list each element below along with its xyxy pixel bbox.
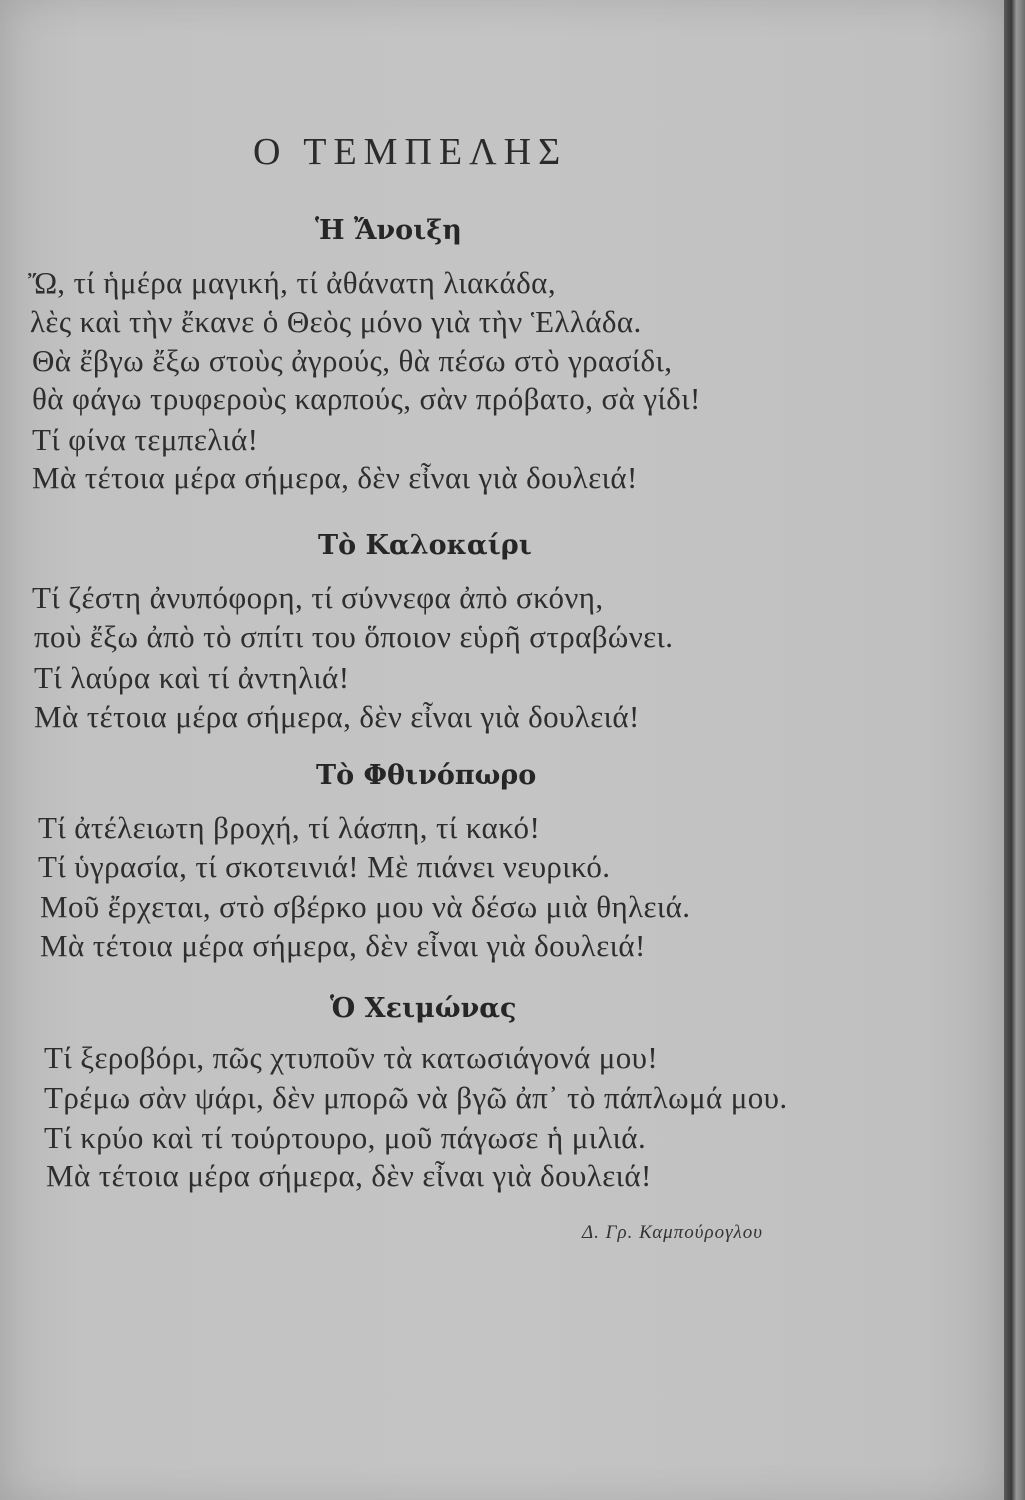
poem-line: Ὤ, τί ἡμέρα μαγική, τί ἀθάνατη λιακάδα,: [28, 265, 556, 300]
section-heading-winter: Ὁ Χειμώνας: [330, 993, 517, 1024]
poem-line: ποὺ ἔξω ἀπὸ τὸ σπίτι του ὅποιον εὑρῆ στραβώνει.: [34, 619, 674, 654]
poem-line: Μὰ τέτοια μέρα σήμερα, δὲν εἶναι γιὰ δουλειά!: [34, 699, 640, 734]
poem-line: λὲς καὶ τὴν ἔκανε ὁ Θεὸς μόνο γιὰ τὴν Ἑλλάδα.: [30, 304, 642, 339]
section-heading-autumn: Τὸ Φθινόπωρο: [316, 760, 537, 791]
poem-line: Τρέμω σὰν ψάρι, δὲν μπορῶ νὰ βγῶ ἀπ᾽ τὸ πάπλωμά μου.: [44, 1080, 788, 1115]
poem-line: Μὰ τέτοια μέρα σήμερα, δὲν εἶναι γιὰ δουλειά!: [46, 1158, 652, 1193]
poem-line: Τί λαύρα καὶ τί ἀντηλιά!: [34, 660, 350, 695]
author-signature: Δ. Γρ. Καμπούρογλου: [582, 1222, 764, 1243]
section-heading-spring: Ἡ Ἄνοιξη: [315, 215, 462, 246]
book-spine-edge: [1004, 0, 1025, 1500]
poem-line: Μοῦ ἔρχεται, στὸ σβέρκο μου νὰ δέσω μιὰ θηλειά.: [40, 889, 691, 924]
poem-line: Μὰ τέτοια μέρα σήμερα, δὲν εἶναι γιὰ δουλειά!: [40, 928, 646, 963]
poem-title: Ο ΤΕΜΠΕΛΗΣ: [253, 131, 568, 173]
poem-line: Τί κρύο καὶ τί τούρτουρο, μοῦ πάγωσε ἡ μιλιά.: [44, 1120, 647, 1155]
poem-line: Μὰ τέτοια μέρα σήμερα, δὲν εἶναι γιὰ δουλειά!: [32, 460, 638, 495]
poem-line: Τί ὑγρασία, τί σκοτεινιά! Μὲ πιάνει νευρικό.: [38, 849, 611, 884]
poem-line: θὰ φάγω τρυφεροὺς καρπούς, σὰν πρόβατο, σὰ γίδι!: [32, 381, 701, 416]
section-heading-summer: Τὸ Καλοκαίρι: [318, 530, 532, 561]
poem-line: Θὰ ἔβγω ἔξω στοὺς ἀγρούς, θὰ πέσω στὸ γρασίδι,: [32, 343, 673, 378]
poem-line: Τί φίνα τεμπελιά!: [32, 422, 259, 457]
poem-line: Τί ξεροβόρι, πῶς χτυποῦν τὰ κατωσιάγονά μου!: [44, 1040, 659, 1075]
poem-line: Τί ζέστη ἀνυπόφορη, τί σύννεφα ἀπὸ σκόνη,: [32, 580, 604, 615]
poem-line: Τί ἀτέλειωτη βροχή, τί λάσπη, τί κακό!: [38, 810, 541, 845]
